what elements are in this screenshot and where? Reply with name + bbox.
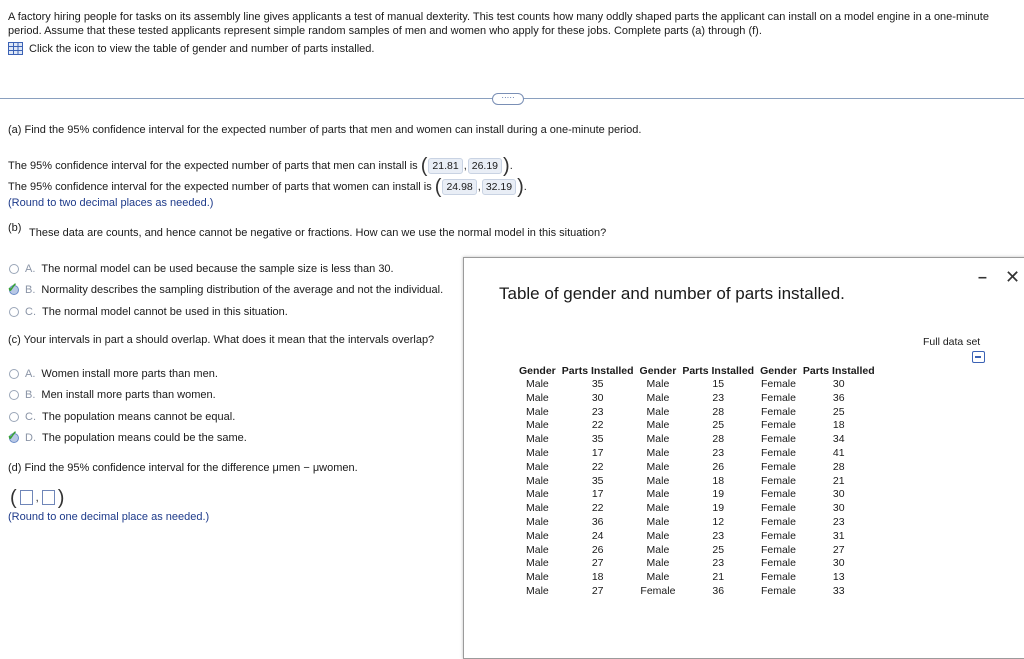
round-note-a: (Round to two decimal places as needed.) <box>8 197 214 209</box>
column-header: Parts Installed <box>682 365 755 377</box>
table-cell: 23 <box>712 529 725 542</box>
table-cell: Female <box>760 529 796 542</box>
table-row <box>516 406 878 420</box>
table-cell: Male <box>646 529 670 542</box>
option-letter: B. <box>25 389 36 401</box>
table-row <box>516 433 878 447</box>
table-row <box>516 392 878 406</box>
table-cell: 41 <box>832 446 845 459</box>
part-d-question: (d) Find the 95% confidence interval for the difference μmen − μwomen. <box>8 462 358 474</box>
table-cell: 26 <box>591 543 604 556</box>
interval-answer-input[interactable] <box>10 486 65 509</box>
table-cell: 30 <box>591 391 604 404</box>
table-cell: Male <box>526 391 549 404</box>
table-cell: 35 <box>591 378 604 390</box>
table-cell: Female <box>760 405 796 418</box>
table-cell: 25 <box>712 543 725 556</box>
option-c-b[interactable] <box>9 389 216 401</box>
table-row <box>516 378 878 392</box>
part-b-label: (b) <box>8 222 22 234</box>
table-cell: Male <box>646 378 670 390</box>
part-a-question: (a) Find the 95% confidence interval for the expected number of parts that men and women can install during a one-minute period. <box>8 124 642 136</box>
table-cell: 36 <box>591 515 604 528</box>
column-header: Gender <box>519 365 556 377</box>
women-interval-row: The 95% confidence interval for the expected number of parts that women can install is ( 24.98 , 32.19 ). <box>8 176 527 198</box>
option-text: The normal model can be used because the sample size is less than 30. <box>41 263 394 275</box>
radio-button-selected[interactable] <box>7 428 19 443</box>
table-row <box>516 544 878 558</box>
table-cell: 21 <box>712 571 725 584</box>
women-high-answer[interactable]: 32.19 <box>482 179 516 195</box>
option-letter: C. <box>25 306 36 318</box>
table-cell: Female <box>640 584 676 597</box>
option-c-c[interactable] <box>9 411 235 423</box>
option-b-a[interactable] <box>9 263 394 275</box>
table-cell: 28 <box>832 460 845 473</box>
table-cell: 26 <box>712 460 725 473</box>
table-row <box>516 502 878 516</box>
table-cell: 35 <box>591 433 604 446</box>
table-cell: Male <box>526 488 549 501</box>
option-c-a[interactable] <box>9 368 218 380</box>
table-cell: 35 <box>591 474 604 487</box>
close-paren: ) <box>57 486 65 509</box>
table-cell: Male <box>526 460 549 473</box>
table-cell: 18 <box>712 474 725 487</box>
table-cell: Male <box>526 557 549 570</box>
table-cell: Female <box>760 460 796 473</box>
table-cell: Male <box>526 419 549 432</box>
table-cell: 21 <box>832 474 845 487</box>
table-cell: 36 <box>832 391 845 404</box>
table-cell: Female <box>760 419 796 432</box>
table-cell: 27 <box>591 557 604 570</box>
table-cell: Female <box>760 584 796 597</box>
table-cell: Male <box>526 529 549 542</box>
close-paren: ) <box>503 155 510 177</box>
radio-button[interactable] <box>9 412 19 422</box>
men-interval-text: The 95% confidence interval for the expected number of parts that men can install is <box>8 160 418 172</box>
radio-button[interactable] <box>9 369 19 379</box>
gender-parts-table <box>516 364 878 599</box>
table-cell: 31 <box>832 529 845 542</box>
table-cell: Female <box>760 446 796 459</box>
full-data-set-icon[interactable] <box>972 351 985 363</box>
checkmark-icon: ✓ <box>7 280 18 295</box>
table-cell: Male <box>646 515 670 528</box>
table-cell: Male <box>526 571 549 584</box>
table-cell: Male <box>526 433 549 446</box>
table-cell: Male <box>646 543 670 556</box>
table-cell: 23 <box>712 391 725 404</box>
table-cell: Male <box>526 474 549 487</box>
table-row <box>516 571 878 585</box>
table-hint-row[interactable] <box>8 42 374 55</box>
women-low-answer[interactable]: 24.98 <box>442 179 476 195</box>
radio-button-selected[interactable] <box>7 280 19 295</box>
table-cell: Male <box>646 488 670 501</box>
option-letter: B. <box>25 284 36 296</box>
table-cell: Female <box>760 557 796 570</box>
table-cell: 28 <box>712 405 725 418</box>
table-cell: 27 <box>591 584 604 597</box>
table-cell: 13 <box>832 571 845 584</box>
option-letter: C. <box>25 411 36 423</box>
table-cell: Male <box>526 543 549 556</box>
column-header: Parts Installed <box>802 365 875 377</box>
table-cell: Male <box>526 502 549 515</box>
table-cell: Male <box>646 405 670 418</box>
table-cell: 30 <box>832 557 845 570</box>
table-cell: Male <box>646 391 670 404</box>
table-cell: 17 <box>591 446 604 459</box>
table-cell: 28 <box>712 433 725 446</box>
table-cell: Female <box>760 433 796 446</box>
table-cell: Male <box>646 419 670 432</box>
table-cell: 22 <box>591 419 604 432</box>
column-header: Gender <box>639 365 677 377</box>
table-cell: Male <box>526 405 549 418</box>
table-cell: Male <box>646 446 670 459</box>
option-text: The population means could be the same. <box>42 432 247 444</box>
women-interval-text: The 95% confidence interval for the expected number of parts that women can install is <box>8 181 432 193</box>
table-cell: Male <box>646 433 670 446</box>
open-paren: ( <box>420 155 428 177</box>
table-row <box>516 557 878 571</box>
table-cell: 22 <box>591 460 604 473</box>
table-cell: 23 <box>832 515 845 528</box>
table-row <box>516 475 878 489</box>
open-paren: ( <box>10 486 17 509</box>
option-text: The normal model cannot be used in this situation. <box>42 306 288 318</box>
data-table-popup <box>463 257 1024 659</box>
table-cell: Male <box>646 460 670 473</box>
table-cell: 24 <box>591 529 604 542</box>
table-cell: Female <box>760 378 796 390</box>
option-b-b[interactable] <box>7 280 444 296</box>
table-cell: 25 <box>712 419 725 432</box>
table-cell: Male <box>526 446 549 459</box>
option-letter: A. <box>25 263 36 275</box>
table-row <box>516 488 878 502</box>
table-cell: Female <box>760 502 796 515</box>
table-cell: 17 <box>591 488 604 501</box>
table-cell: 33 <box>832 584 845 597</box>
checkmark-icon: ✓ <box>7 428 18 443</box>
men-interval-row: The 95% confidence interval for the expected number of parts that men can install is ( 21.81 , 26.19 ). <box>8 155 513 177</box>
round-note-d: (Round to one decimal place as needed.) <box>8 511 210 523</box>
table-row <box>516 585 878 599</box>
table-cell: 23 <box>712 557 725 570</box>
table-cell: Female <box>760 474 796 487</box>
men-low-answer[interactable]: 21.81 <box>428 158 462 174</box>
table-cell: 30 <box>832 502 845 515</box>
minimize-icon[interactable]: – <box>978 269 987 286</box>
lower-bound-field[interactable] <box>20 490 33 505</box>
table-cell: 34 <box>832 433 845 446</box>
open-paren: ( <box>434 176 442 198</box>
expand-button[interactable]: ····· <box>492 93 524 105</box>
column-header: Parts Installed <box>561 365 634 377</box>
table-header-row <box>516 364 878 378</box>
table-cell: 25 <box>832 405 845 418</box>
table-cell: 27 <box>832 543 845 556</box>
table-cell: Female <box>760 488 796 501</box>
table-cell: 23 <box>712 446 725 459</box>
column-header: Gender <box>760 365 797 377</box>
upper-bound-field[interactable] <box>42 490 55 505</box>
men-high-answer[interactable]: 26.19 <box>468 158 502 174</box>
table-cell: 22 <box>591 502 604 515</box>
table-cell: Male <box>646 502 670 515</box>
table-cell: 12 <box>712 515 725 528</box>
radio-button[interactable] <box>9 390 19 400</box>
problem-statement: A factory hiring people for tasks on its assembly line gives applicants a test of manual dexterity. This test counts how many oddly shaped parts the applicant can install on a model engine in a one-minute period. Assume that these tested applicants represent simple random samples of men and women who apply for these jobs. Complete parts (a) through (f). <box>8 11 989 37</box>
table-cell: 18 <box>832 419 845 432</box>
table-cell: Male <box>646 557 670 570</box>
table-cell: Male <box>646 474 670 487</box>
option-text: Women install more parts than men. <box>41 368 218 380</box>
table-cell: Female <box>760 391 796 404</box>
table-row <box>516 516 878 530</box>
table-cell: Female <box>760 571 796 584</box>
table-cell: 19 <box>712 502 725 515</box>
table-cell: 23 <box>591 405 604 418</box>
comma: , <box>35 491 39 504</box>
table-cell: Female <box>760 515 796 528</box>
option-letter: D. <box>25 432 36 444</box>
part-b-question: These data are counts, and hence cannot be negative or fractions. How can we use the normal model in this situation? <box>29 227 607 239</box>
table-row <box>516 447 878 461</box>
option-text: Men install more parts than women. <box>41 389 216 401</box>
table-cell: Female <box>760 543 796 556</box>
table-cell: 36 <box>712 584 725 597</box>
table-icon[interactable] <box>8 42 23 55</box>
radio-button[interactable] <box>9 264 19 274</box>
option-c-d[interactable] <box>7 428 247 444</box>
table-cell: Male <box>526 378 549 390</box>
table-cell: 19 <box>712 488 725 501</box>
radio-button[interactable] <box>9 307 19 317</box>
table-cell: 18 <box>591 571 604 584</box>
table-cell: Male <box>526 515 549 528</box>
option-text: Normality describes the sampling distribution of the average and not the individual. <box>41 284 444 296</box>
option-letter: A. <box>25 368 36 380</box>
table-row <box>516 530 878 544</box>
table-hint-text: Click the icon to view the table of gender and number of parts installed. <box>29 42 375 55</box>
table-cell: 30 <box>832 488 845 501</box>
table-cell: Male <box>646 571 670 584</box>
table-cell: 15 <box>712 378 725 390</box>
table-cell: Male <box>526 584 549 597</box>
close-icon[interactable]: ✕ <box>1005 267 1021 287</box>
option-text: The population means cannot be equal. <box>42 411 236 423</box>
full-data-set-label: Full data set <box>923 336 981 348</box>
table-row <box>516 419 878 433</box>
popup-title: Table of gender and number of parts installed. <box>499 284 845 303</box>
close-paren: ) <box>517 176 524 198</box>
option-b-c[interactable] <box>9 306 288 318</box>
table-cell: 30 <box>832 378 845 390</box>
part-c-question: (c) Your intervals in part a should overlap. What does it mean that the intervals overlap? <box>8 334 435 346</box>
table-row <box>516 461 878 475</box>
